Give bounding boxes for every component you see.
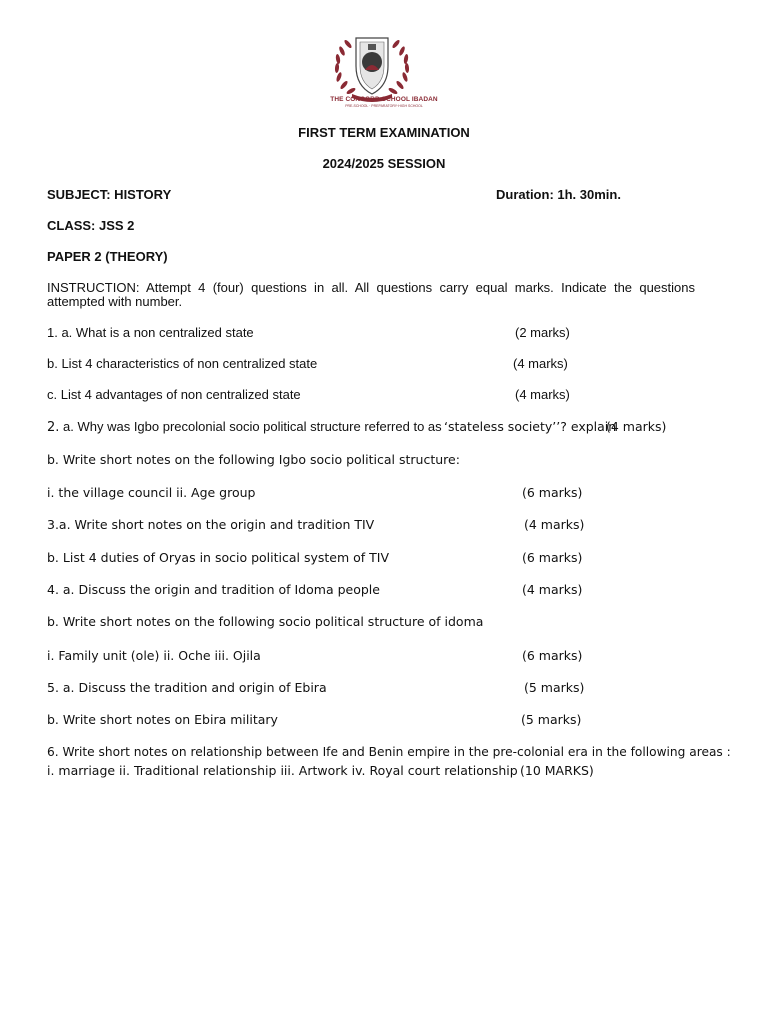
question-2a-quote: ‘stateless society’’? explain xyxy=(444,419,617,434)
logo-school-name: THE CONCORD SCHOOL IBADAN xyxy=(330,96,438,103)
question-2a xyxy=(47,419,442,435)
question-3b: b. List 4 duties of Oryas in socio political system of TIV xyxy=(47,550,390,565)
instruction: INSTRUCTION: Attempt 4 (four) questions in all. All questions carry equal marks. Indicate the questions attempted with number. xyxy=(47,280,695,309)
question-2b-marks: (6 marks) xyxy=(522,485,583,500)
question-4a: 4. a. Discuss the origin and tradition of Idoma people xyxy=(47,582,380,597)
question-2a-marks: (4 marks) xyxy=(606,419,667,434)
question-6-items: i. marriage ii. Traditional relationship iii. Artwork iv. Royal court relationship xyxy=(47,763,518,778)
question-2b: b. Write short notes on the following Igbo socio political structure: xyxy=(47,452,460,467)
question-1c-marks: (4 marks) xyxy=(515,387,570,402)
question-4a-marks: (4 marks) xyxy=(522,582,583,597)
question-1c: c. List 4 advantages of non centralized state xyxy=(47,387,301,402)
question-6: 6. Write short notes on relationship between Ife and Benin empire in the pre-colonial era in the following areas : xyxy=(47,745,731,759)
exam-session: 2024/2025 SESSION xyxy=(322,156,446,171)
question-4b-items: i. Family unit (ole) ii. Oche iii. Ojila xyxy=(47,648,261,663)
logo-school-subtext: PRE-SCHOOL · PREPARATORY·HIGH SCHOOL xyxy=(345,104,423,108)
class: CLASS: JSS 2 xyxy=(47,218,135,233)
subject: SUBJECT: HISTORY xyxy=(47,187,172,202)
question-1a: 1. a. What is a non centralized state xyxy=(47,325,254,340)
exam-title: FIRST TERM EXAMINATION xyxy=(298,125,470,140)
question-2a-text: a. Why was Igbo precolonial socio political structure referred to as xyxy=(59,419,442,434)
question-3a: 3.a. Write short notes on the origin and tradition TIV xyxy=(47,517,375,532)
question-5b: b. Write short notes on Ebira military xyxy=(47,712,278,727)
question-1a-marks: (2 marks) xyxy=(515,325,570,340)
question-4b-marks: (6 marks) xyxy=(522,648,583,663)
paper: PAPER 2 (THEORY) xyxy=(47,249,168,264)
question-2a-number: 2. xyxy=(47,420,60,435)
question-6-marks: (10 MARKS) xyxy=(520,763,594,778)
question-2b-items: i. the village council ii. Age group xyxy=(47,485,256,500)
question-1b-marks: (4 marks) xyxy=(513,356,568,371)
question-3a-marks: (4 marks) xyxy=(524,517,585,532)
question-5b-marks: (5 marks) xyxy=(521,712,582,727)
question-3b-marks: (6 marks) xyxy=(522,550,583,565)
question-4b: b. Write short notes on the following socio political structure of idoma xyxy=(47,614,484,629)
question-1b: b. List 4 characteristics of non centralized state xyxy=(47,356,318,371)
question-5a-marks: (5 marks) xyxy=(524,680,585,695)
question-5a: 5. a. Discuss the tradition and origin of Ebira xyxy=(47,680,327,695)
duration: Duration: 1h. 30min. xyxy=(496,187,621,202)
